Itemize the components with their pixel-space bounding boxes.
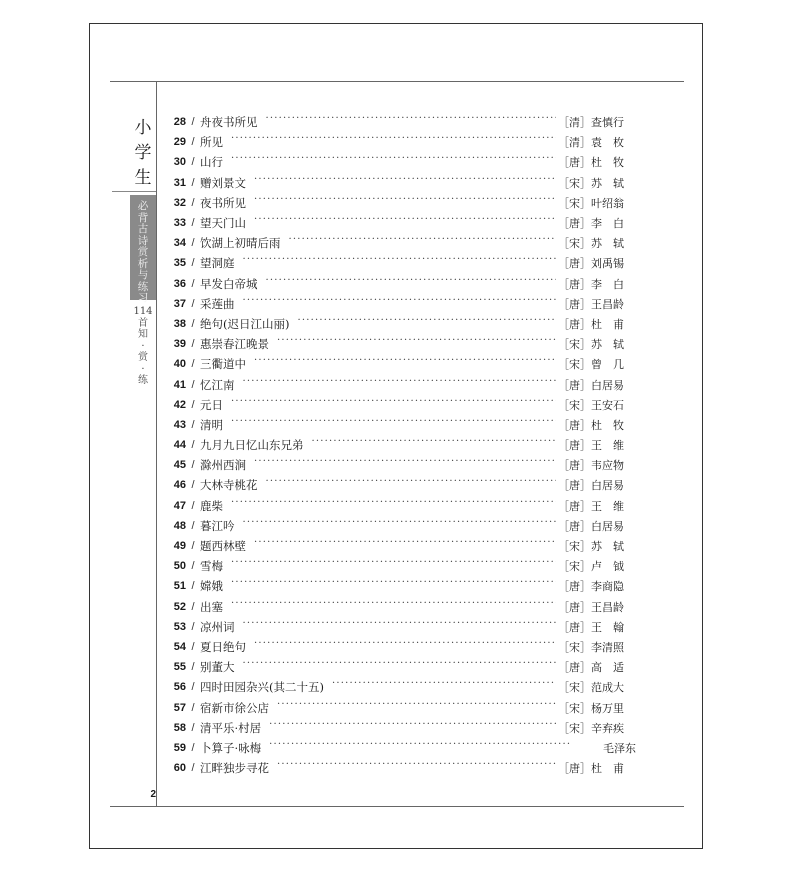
toc-entry[interactable]	[170, 556, 636, 576]
toc-entry-author: ［唐］王 维	[558, 499, 624, 513]
toc-entry-number: 57	[173, 701, 186, 714]
toc-entry-separator: /	[191, 681, 195, 694]
toc-entry-author: ［唐］李商隐	[558, 580, 624, 594]
toc-entry-title: 望天门山	[200, 216, 246, 231]
toc-entry-separator: /	[191, 721, 195, 734]
toc-entry-number: 36	[173, 277, 186, 290]
toc-entry[interactable]	[170, 294, 636, 314]
toc-entry-author: ［唐］杜 甫	[558, 317, 624, 331]
toc-entry-separator: /	[191, 439, 195, 452]
toc-entry-title: 滁州西涧	[200, 458, 246, 473]
toc-entry-separator: /	[191, 418, 195, 431]
book-title-char: 小	[134, 118, 152, 138]
toc-leader-dots	[254, 358, 556, 370]
toc-entry-author: ［唐］王昌龄	[558, 600, 624, 614]
toc-entry-number: 52	[173, 600, 186, 613]
toc-entry-author: ［宋］苏 轼	[558, 237, 624, 251]
toc-leader-dots	[289, 237, 557, 249]
toc-entry-title: 嫦娥	[200, 579, 223, 594]
toc-entry-title: 早发白帝城	[200, 276, 258, 291]
toc-leader-dots	[243, 661, 557, 673]
toc-entry-title: 别董大	[200, 660, 235, 675]
toc-entry[interactable]	[170, 697, 636, 717]
toc-entry-title: 出塞	[200, 599, 223, 614]
toc-entry-title: 鹿柴	[200, 498, 223, 513]
toc-entry[interactable]	[170, 354, 636, 374]
toc-entry-number: 43	[173, 418, 186, 431]
toc-entry-number: 48	[173, 519, 186, 532]
sidebar-rule	[112, 191, 156, 192]
toc-entry-number: 33	[173, 217, 186, 230]
toc-entry-title: 卜算子·咏梅	[200, 740, 262, 755]
toc-entry[interactable]	[170, 112, 636, 132]
toc-entry-author: ［宋］范成大	[558, 681, 624, 695]
series-band-char: 必	[137, 200, 149, 212]
toc-entry-number: 41	[173, 378, 186, 391]
toc-entry-author: ［唐］杜 甫	[558, 762, 624, 776]
toc-leader-dots	[231, 399, 556, 411]
book-title	[128, 116, 158, 191]
toc-entry-separator: /	[191, 398, 195, 411]
toc-entry-separator: /	[191, 620, 195, 633]
footer-rule	[110, 806, 684, 807]
toc-entry-author: ［唐］白居易	[558, 519, 624, 533]
toc-entry-author: ［宋］苏 轼	[558, 540, 624, 554]
toc-entry-separator: /	[191, 217, 195, 230]
toc-entry[interactable]	[170, 758, 636, 778]
toc-entry-number: 29	[173, 136, 186, 149]
toc-leader-dots	[254, 177, 556, 189]
toc-entry[interactable]	[170, 415, 636, 435]
toc-entry-number: 55	[173, 661, 186, 674]
toc-entry[interactable]	[170, 475, 636, 495]
toc-entry[interactable]	[170, 536, 636, 556]
toc-entry-title: 山行	[200, 155, 223, 170]
toc-entry-number: 35	[173, 257, 186, 270]
page-number: 2	[150, 789, 156, 800]
toc-entry[interactable]	[170, 173, 636, 193]
toc-leader-dots	[243, 257, 557, 269]
toc-entry-author: ［唐］李 白	[558, 277, 624, 291]
toc-entry-title: 雪梅	[200, 559, 223, 574]
toc-entry[interactable]	[170, 657, 636, 677]
toc-entry-separator: /	[191, 519, 195, 532]
toc-leader-dots	[231, 601, 556, 613]
toc-entry[interactable]	[170, 193, 636, 213]
toc-entry-separator: /	[191, 257, 195, 270]
toc-entry-separator: /	[191, 640, 195, 653]
series-tagline-char: 首	[138, 317, 148, 329]
toc-entry[interactable]	[170, 455, 636, 475]
series-band-char: 练	[137, 280, 149, 293]
series-band-char: 析	[137, 257, 149, 270]
toc-entry-number: 30	[173, 156, 186, 169]
toc-entry-separator: /	[191, 358, 195, 371]
toc-entry-separator: /	[191, 762, 195, 775]
toc-entry-title: 暮江吟	[200, 518, 235, 533]
toc-entry[interactable]	[170, 637, 636, 657]
toc-entry-title: 宿新市徐公店	[200, 700, 269, 715]
toc-entry-title: 四时田园杂兴(其二十五)	[200, 680, 324, 695]
toc-entry-number: 40	[173, 358, 186, 371]
toc-entry-title: 饮湖上初晴后雨	[200, 236, 281, 251]
series-tagline-char: ·	[141, 363, 145, 375]
toc-leader-dots	[277, 702, 556, 714]
toc-leader-dots	[277, 338, 556, 350]
toc-entry[interactable]	[170, 334, 636, 354]
toc-entry-author: ［宋］辛弃疾	[558, 721, 624, 735]
toc-leader-dots	[231, 156, 556, 168]
toc-entry[interactable]	[170, 314, 636, 334]
toc-entry[interactable]	[170, 516, 636, 536]
toc-entry-title: 惠崇春江晚景	[200, 337, 269, 352]
toc-entry-separator: /	[191, 338, 195, 351]
toc-entry-number: 38	[173, 317, 186, 330]
toc-entry-separator: /	[191, 378, 195, 391]
toc-entry-number: 34	[173, 237, 186, 250]
series-band-char: 与	[137, 269, 149, 281]
toc-entry-title: 所见	[200, 135, 223, 150]
toc-leader-dots	[231, 419, 556, 431]
toc-leader-dots	[254, 459, 556, 471]
toc-entry-number: 39	[173, 338, 186, 351]
toc-entry[interactable]	[170, 576, 636, 596]
toc-leader-dots	[243, 520, 557, 532]
toc-entry[interactable]	[170, 253, 636, 273]
toc-entry-separator: /	[191, 600, 195, 613]
toc-entry-separator: /	[191, 196, 195, 209]
series-tagline-char: 知	[138, 329, 148, 340]
toc-entry-number: 28	[173, 116, 186, 129]
toc-entry-author: ［唐］王 维	[558, 439, 624, 453]
toc-leader-dots	[277, 762, 556, 774]
toc-entry-title: 采莲曲	[200, 296, 235, 311]
toc-entry-separator: /	[191, 237, 195, 250]
toc-entry-author: ［清］查慎行	[558, 116, 624, 130]
toc-entry[interactable]	[170, 395, 636, 415]
table-of-contents	[170, 112, 636, 778]
toc-entry-separator: /	[191, 741, 195, 754]
toc-entry[interactable]	[170, 597, 636, 617]
series-band-char: 习	[137, 292, 149, 304]
toc-entry-number: 47	[173, 499, 186, 512]
toc-entry[interactable]	[170, 213, 636, 233]
toc-entry-title: 元日	[200, 397, 223, 412]
toc-entry-author: ［唐］韦应物	[558, 459, 624, 473]
toc-entry-number: 45	[173, 459, 186, 472]
toc-entry-author: ［唐］高 适	[558, 661, 624, 675]
toc-entry-separator: /	[191, 297, 195, 310]
toc-entry-author: ［唐］白居易	[558, 479, 624, 493]
toc-entry-number: 59	[173, 741, 186, 754]
toc-entry-number: 44	[173, 439, 186, 452]
toc-entry-separator: /	[191, 116, 195, 129]
toc-entry-title: 清平乐·村居	[200, 720, 262, 735]
toc-entry-author: ［宋］曾 几	[558, 358, 624, 372]
toc-leader-dots	[254, 197, 556, 209]
toc-leader-dots	[312, 439, 557, 451]
toc-entry-number: 50	[173, 560, 186, 573]
series-band-char: 诗	[137, 234, 149, 247]
series-band-char: 赏	[137, 246, 149, 258]
toc-leader-dots	[266, 278, 557, 290]
toc-entry-number: 46	[173, 479, 186, 492]
toc-entry[interactable]	[170, 274, 636, 294]
toc-entry[interactable]	[170, 374, 636, 394]
toc-entry-author: ［唐］李 白	[558, 217, 624, 231]
toc-entry-title: 望洞庭	[200, 256, 235, 271]
toc-entry-number: 56	[173, 681, 186, 694]
toc-leader-dots	[254, 641, 556, 653]
toc-leader-dots	[231, 500, 556, 512]
toc-entry-separator: /	[191, 701, 195, 714]
header-rule	[110, 81, 684, 82]
series-band-char: 背	[137, 211, 149, 224]
toc-entry-separator: /	[191, 499, 195, 512]
book-title-char: 学	[134, 143, 152, 163]
toc-entry-title: 夜书所见	[200, 195, 246, 210]
toc-entry-number: 51	[173, 580, 186, 593]
toc-entry-title: 夏日绝句	[200, 639, 246, 654]
toc-entry-title: 舟夜书所见	[200, 115, 258, 130]
toc-entry-title: 三衢道中	[200, 357, 246, 372]
toc-entry-separator: /	[191, 136, 195, 149]
toc-entry-number: 42	[173, 398, 186, 411]
toc-entry-author: ［宋］杨万里	[558, 701, 624, 715]
series-tagline-char: 练	[138, 375, 148, 386]
toc-leader-dots	[332, 681, 556, 693]
toc-leader-dots	[266, 479, 557, 491]
toc-entry-author: ［唐］王昌龄	[558, 297, 624, 311]
toc-entry[interactable]	[170, 738, 636, 758]
toc-entry-author: ［宋］卢 钺	[558, 560, 624, 574]
toc-entry-separator: /	[191, 176, 195, 189]
toc-entry-number: 58	[173, 721, 186, 734]
toc-entry-author: ［唐］王 翰	[558, 620, 624, 634]
toc-entry[interactable]	[170, 132, 636, 152]
toc-entry-title: 江畔独步寻花	[200, 761, 269, 776]
toc-entry-number: 53	[173, 620, 186, 633]
series-band-char: 古	[137, 223, 149, 235]
toc-entry-title: 凉州词	[200, 619, 235, 634]
toc-entry-separator: /	[191, 479, 195, 492]
toc-leader-dots	[254, 217, 556, 229]
toc-entry[interactable]	[170, 152, 636, 172]
toc-leader-dots	[231, 580, 556, 592]
toc-entry[interactable]	[170, 496, 636, 516]
toc-leader-dots	[243, 298, 557, 310]
toc-entry-number: 60	[173, 762, 186, 775]
toc-entry-separator: /	[191, 580, 195, 593]
toc-leader-dots	[266, 116, 557, 128]
toc-entry-author: ［唐］白居易	[558, 378, 624, 392]
toc-leader-dots	[254, 540, 556, 552]
toc-entry-author: ［清］袁 枚	[558, 136, 624, 150]
series-tagline-char: ·	[141, 340, 145, 352]
toc-entry-number: 32	[173, 196, 186, 209]
toc-leader-dots	[231, 560, 556, 572]
toc-entry-title: 赠刘景文	[200, 175, 246, 190]
toc-entry[interactable]	[170, 718, 636, 738]
toc-entry-separator: /	[191, 156, 195, 169]
toc-entry[interactable]	[170, 677, 636, 697]
toc-leader-dots	[243, 621, 557, 633]
book-title-char: 生	[134, 168, 152, 188]
toc-entry-title: 忆江南	[200, 377, 235, 392]
toc-entry-number: 31	[173, 176, 186, 189]
series-tagline	[130, 306, 156, 387]
toc-entry-separator: /	[191, 277, 195, 290]
toc-leader-dots	[269, 742, 570, 754]
toc-entry-author: ［宋］王安石	[558, 398, 624, 412]
toc-entry[interactable]	[170, 435, 636, 455]
toc-entry-title: 绝句(迟日江山丽)	[200, 316, 290, 331]
series-band	[130, 195, 156, 304]
toc-leader-dots	[243, 379, 557, 391]
toc-entry-author: ［宋］苏 轼	[558, 176, 624, 190]
toc-leader-dots	[297, 318, 556, 330]
series-tagline-char: 114	[133, 306, 153, 317]
toc-leader-dots	[269, 722, 556, 734]
toc-entry-separator: /	[191, 540, 195, 553]
toc-entry-separator: /	[191, 560, 195, 573]
toc-leader-dots	[231, 136, 556, 148]
toc-entry-author: ［唐］刘禹锡	[558, 257, 624, 271]
toc-entry-title: 清明	[200, 417, 223, 432]
toc-entry-title: 大林寺桃花	[200, 478, 258, 493]
toc-entry-author: ［宋］苏 轼	[558, 338, 624, 352]
toc-entry-author: ［唐］杜 牧	[558, 418, 624, 432]
toc-entry[interactable]	[170, 617, 636, 637]
toc-entry-separator: /	[191, 661, 195, 674]
toc-entry[interactable]	[170, 233, 636, 253]
toc-entry-separator: /	[191, 459, 195, 472]
toc-entry-title: 九月九日忆山东兄弟	[200, 438, 304, 453]
toc-entry-author: 毛泽东	[603, 741, 636, 755]
series-tagline-char: 赏	[138, 352, 148, 363]
toc-entry-author: ［宋］叶绍翁	[558, 196, 624, 210]
toc-entry-separator: /	[191, 317, 195, 330]
toc-entry-title: 题西林壁	[200, 539, 246, 554]
toc-entry-author: ［唐］杜 牧	[558, 156, 624, 170]
toc-entry-author: ［宋］李清照	[558, 640, 624, 654]
toc-entry-number: 49	[173, 540, 186, 553]
toc-entry-number: 37	[173, 297, 186, 310]
toc-entry-number: 54	[173, 640, 186, 653]
